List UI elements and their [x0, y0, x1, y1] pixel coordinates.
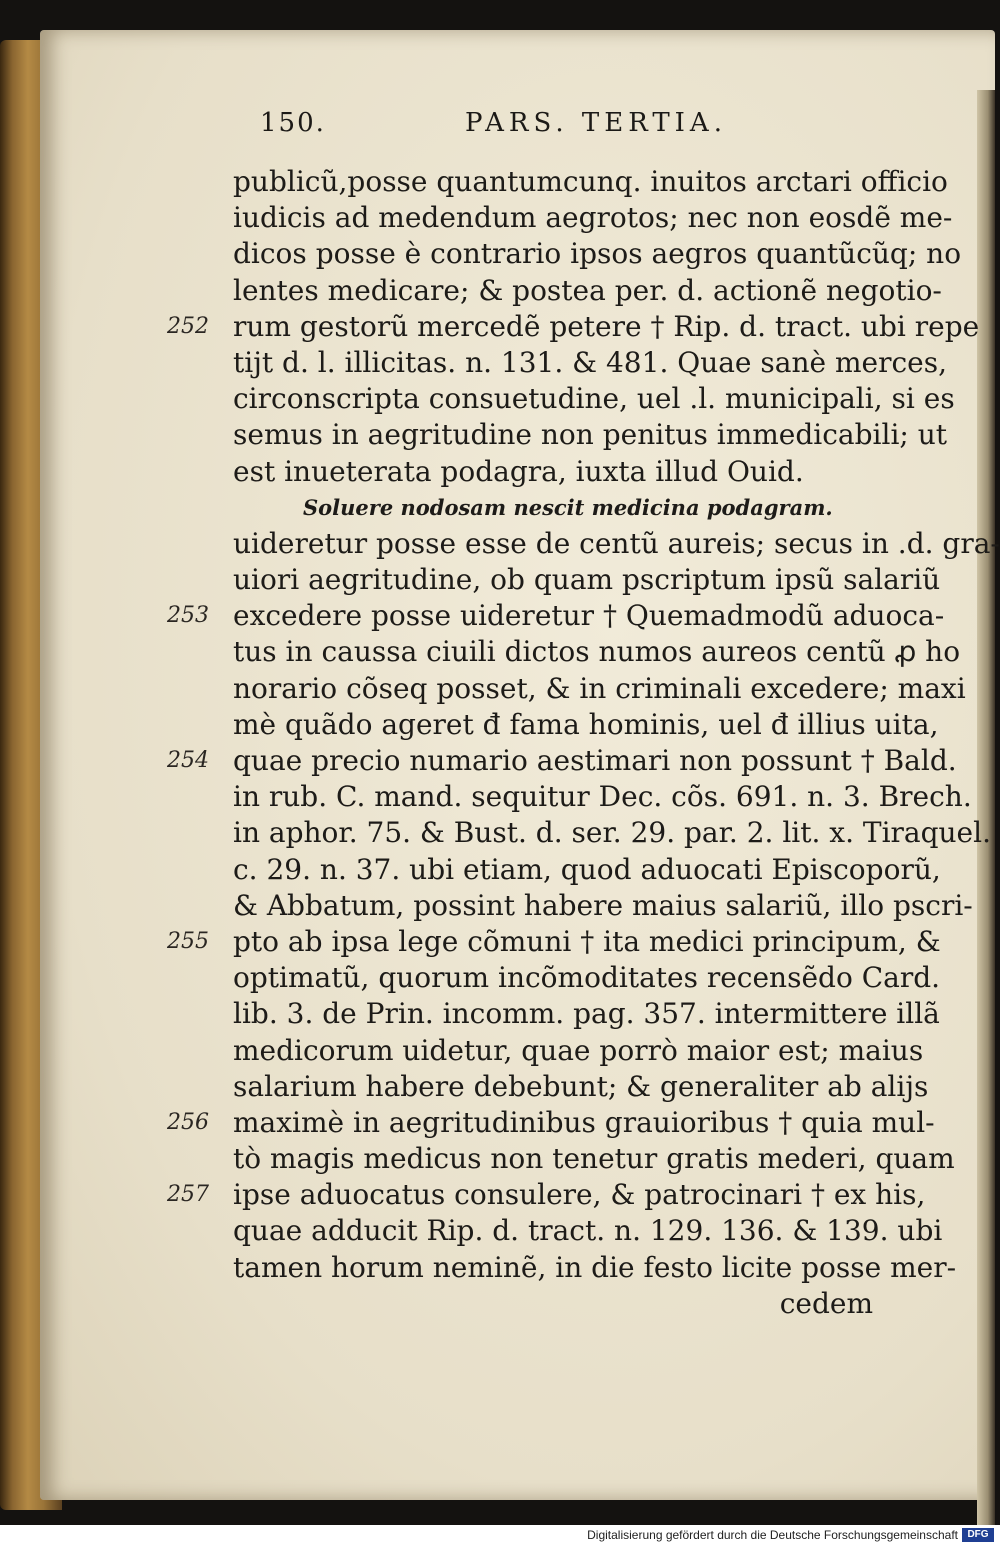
page-gutter-shadow: [977, 90, 995, 1525]
text-line: [233, 1033, 958, 1069]
text-line: [167, 924, 958, 960]
line-text: & Abbatum, possint habere maius salariũ, illo pscri-: [233, 888, 973, 922]
line-text: norario cõseq posset, & in criminali excedere; maxi: [233, 671, 966, 705]
text-line: [233, 707, 958, 743]
line-text: excedere posse uideretur † Quemadmodũ aduoca-: [233, 599, 945, 633]
marginal-number: 256: [167, 1109, 209, 1135]
line-text: in rub. C. mand. sequitur Dec. cõs. 691. n. 3. Brech.: [233, 780, 972, 814]
text-line: [233, 236, 962, 272]
text-line: [233, 671, 966, 707]
line-text: quae adducit Rip. d. tract. n. 129. 136. & 139. ubi: [233, 1214, 943, 1248]
text-line: [233, 273, 958, 309]
line-text: rum gestorũ mercedẽ petere † Rip. d. tract. ubi repe: [233, 309, 980, 343]
text-line: [233, 381, 958, 417]
line-text: pto ab ipsa lege cõmuni † ita medici principum, &: [233, 924, 941, 958]
line-text: cedem: [779, 1286, 873, 1320]
text-line: [233, 634, 961, 670]
text-line: [233, 815, 991, 851]
line-text: dicos posse è contrario ipsos aegros quantũcũq; no: [233, 237, 962, 271]
line-text: tamen horum neminẽ, in die festo licite posse mer-: [233, 1250, 957, 1284]
verse-quotation: [233, 490, 958, 526]
text-line: [167, 1105, 958, 1141]
line-text: tus in caussa ciuili dictos numos aureos centũ ꝓ ho: [233, 635, 961, 669]
marginal-number: 257: [167, 1182, 209, 1208]
line-text: c. 29. n. 37. ubi etiam, quod aduocati Episcoporũ,: [233, 852, 941, 886]
line-text: tò magis medicus non tenetur gratis mederi, quam: [233, 1142, 955, 1176]
text-line: [233, 164, 958, 200]
running-head: [260, 108, 820, 148]
line-text: uideretur posse esse de centũ aureis; secus in .d. gra-: [233, 526, 1000, 560]
line-text: circonscripta consuetudine, uel .l. municipali, si es: [233, 382, 955, 416]
funding-credit: Digitalisierung gefördert durch die Deutsche Forschungsgemeinschaft: [587, 1528, 958, 1542]
text-line: [233, 1069, 958, 1105]
line-text: in aphor. 75. & Bust. d. ser. 29. par. 2. lit. x. Tiraquel.: [233, 816, 991, 850]
line-text: iudicis ad medendum aegrotos; nec non eosdẽ me-: [233, 201, 953, 235]
catchword: [233, 1286, 958, 1322]
line-text: ipse aduocatus consulere, & patrocinari † ex his,: [233, 1178, 926, 1212]
text-line: [233, 562, 958, 598]
marginal-number: 252: [167, 313, 209, 339]
part-title: PARS. TERTIA.: [465, 108, 727, 138]
body-text: [167, 164, 1000, 1322]
text-line: [167, 1177, 958, 1213]
marginal-number: 255: [167, 928, 209, 954]
text-line: [233, 888, 973, 924]
digitization-footer: [0, 1525, 1000, 1546]
text-line: [233, 960, 958, 996]
line-text: semus in aegritudine non penitus immedicabili; ut: [233, 418, 948, 452]
text-line: [167, 598, 958, 634]
line-text: tijt d. l. illicitas. n. 131. & 481. Quae sanè merces,: [233, 345, 947, 379]
text-line: [233, 852, 958, 888]
text-line: [233, 1250, 958, 1286]
line-text: optimatũ, quorum incõmoditates recensẽdo Card.: [233, 961, 941, 995]
text-line: [233, 996, 958, 1032]
line-text: mè quãdo ageret đ fama hominis, uel đ illius uita,: [233, 707, 939, 741]
text-line: [233, 1213, 958, 1249]
line-text: uiori aegritudine, ob quam pscriptum ipsũ salariũ: [233, 563, 941, 597]
text-line: [233, 454, 958, 490]
page-number: 150.: [260, 108, 326, 138]
line-text: salarium habere debebunt; & generaliter ab alijs: [233, 1069, 929, 1103]
text-line: [233, 200, 958, 236]
line-text: Soluere nodosam nescit medicina podagram.: [303, 494, 833, 520]
text-line: [167, 309, 980, 345]
text-line: [233, 417, 958, 453]
text-line: [233, 345, 958, 381]
line-text: medicorum uidetur, quae porrò maior est; maius: [233, 1033, 924, 1067]
line-text: lib. 3. de Prin. incomm. pag. 357. intermittere illã: [233, 997, 940, 1031]
line-text: quae precio numario aestimari non possunt † Bald.: [233, 744, 957, 777]
dfg-logo: DFG: [962, 1528, 994, 1542]
text-line: [233, 779, 972, 815]
marginal-number: 254: [167, 748, 209, 773]
line-text: est inueterata podagra, iuxta illud Ouid.: [233, 454, 804, 488]
text-line: [167, 743, 958, 779]
line-text: lentes medicare; & postea per. d. actionẽ negotio-: [233, 273, 942, 307]
text-line: [233, 1141, 958, 1177]
marginal-number: 253: [167, 603, 209, 629]
text-line: [233, 526, 1000, 562]
line-text: maximè in aegritudinibus grauioribus † quia mul-: [233, 1105, 935, 1139]
line-text: publicũ,posse quantumcunq. inuitos arctari officio: [233, 165, 948, 198]
